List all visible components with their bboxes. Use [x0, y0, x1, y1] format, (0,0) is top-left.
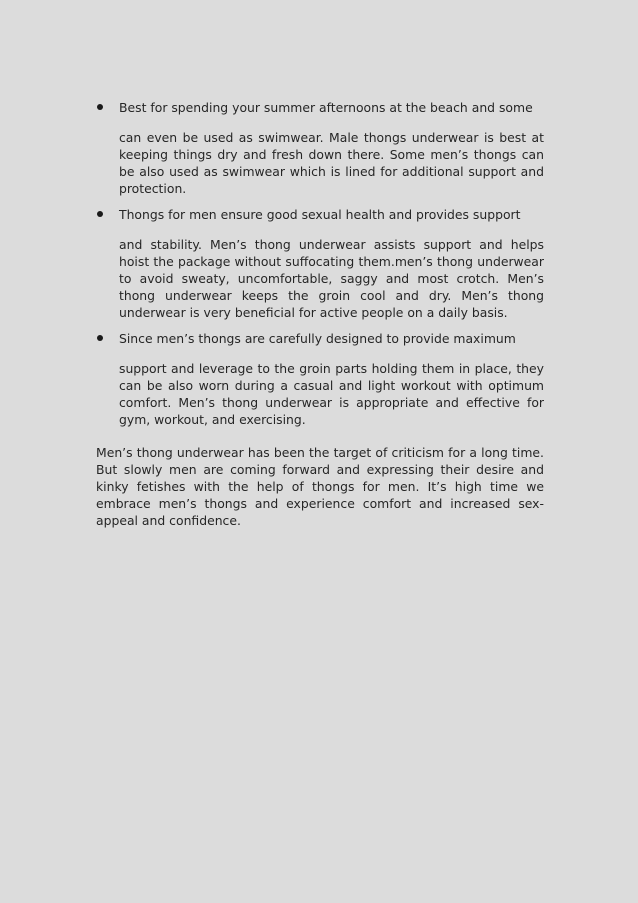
bullet-dot-icon — [97, 211, 103, 217]
bullet-dot-icon — [97, 104, 103, 110]
closing-paragraph: Men’s thong underwear has been the target of criticism for a long time. But slowly men are coming forward and expressing their desire and kinky fetishes with the help of thongs for men. It’s high time we embrace men’s thongs and experience comfort and increased sex-appeal and confidence. — [96, 445, 544, 528]
bullet-dot-icon — [97, 335, 103, 341]
bullet-text: can even be used as swimwear. Male thongs underwear is best at keeping things dry and fresh down there. Some men’s thongs can be also used as swimwear which is lined for additional support and protection. — [119, 130, 544, 196]
bullet-item-3 — [0, 330, 638, 428]
bullet-text: support and leverage to the groin parts holding them in place, they can be also worn during a casual and light workout with optimum comfort. Men’s thong underwear is appropriate and effective for gym, workout, and exercising. — [119, 361, 544, 427]
bullet-first-line: Since men’s thongs are carefully designed to provide maximum — [119, 331, 516, 346]
bullet-text: and stability. Men’s thong underwear assists support and helps hoist the package without suffocating them.men’s thong underwear to avoid sweaty, uncomfortable, saggy and most crotch. Men’s thong underwear keeps the groin cool and dry. Men’s thong underwear is very beneficial for active people on a daily basis. — [119, 237, 544, 320]
bullet-item-1 — [0, 99, 638, 197]
bullet-first-line: Thongs for men ensure good sexual health and provides support — [119, 207, 521, 222]
bullet-item-2 — [0, 206, 638, 321]
bullet-list — [0, 99, 638, 437]
bullet-first-line: Best for spending your summer afternoons at the beach and some — [119, 100, 533, 115]
